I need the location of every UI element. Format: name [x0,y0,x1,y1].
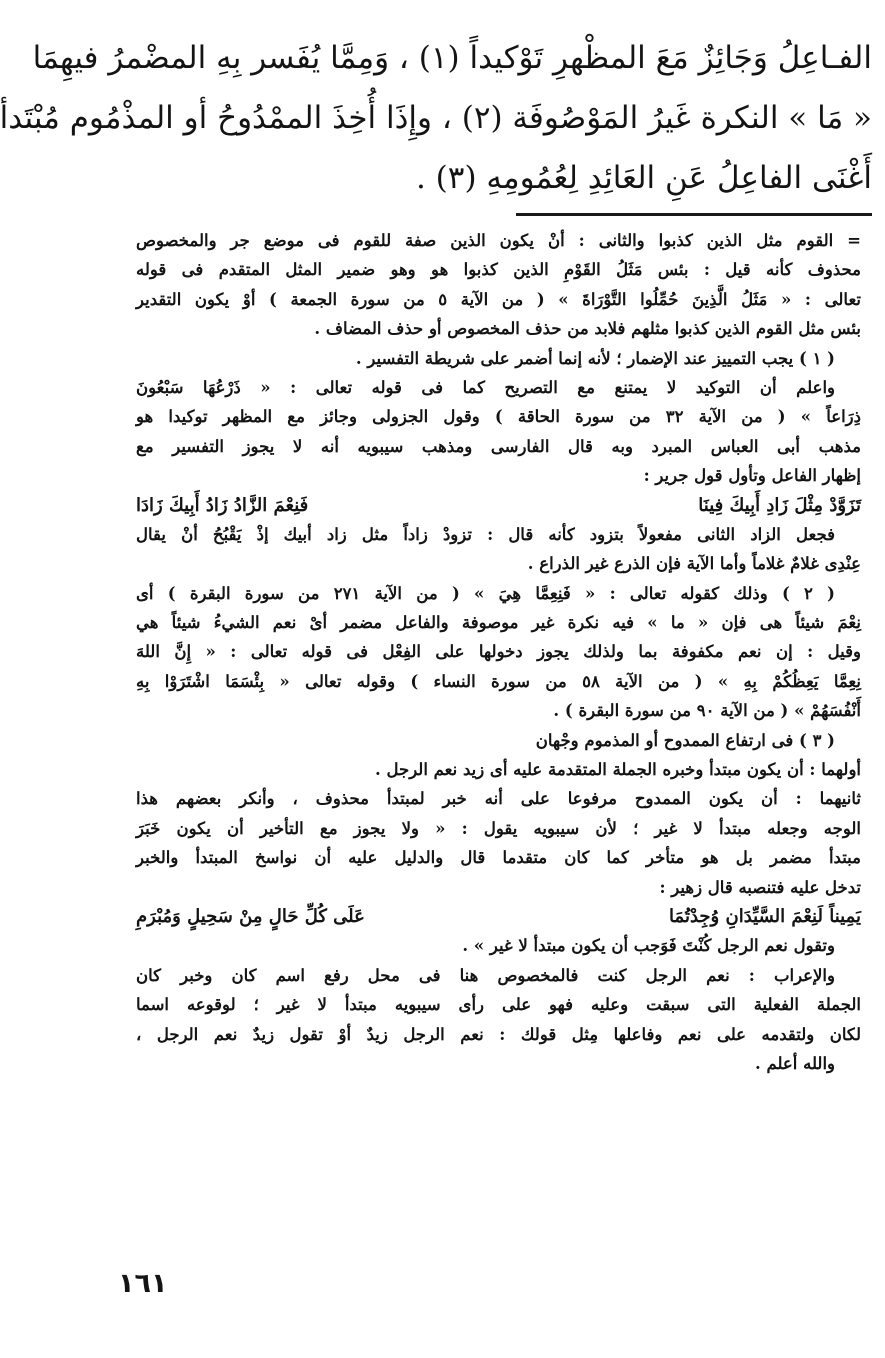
main-text [0,28,872,208]
footnote-line: مبتدأ مضمر بل هو متأخر كما كان متقدما قال والدليل عليه أن نواسخ المبتدأ والخبر [136,848,861,868]
footnote-line: إظهار الفاعل وتأول قول جرير : [643,466,861,486]
footnote-line: نِعْمَ شيئاً هى فإن « ما » فيه نكرة غير موصوفة والفاعل مضمر أىْ نعم الشيءُ شيئاً هي [136,613,861,633]
verse-second-hemistich: فَنِعْمَ الزَّادُ زَادُ أَبِيكَ زَادَا [136,494,309,516]
footnote-line: ذِرَاعاً » ( من الآية ٣٢ من سورة الحاقة ) وقول الجزولى وجائز مع المظهر توكيدا هو [136,407,861,427]
footnote-separator [516,213,872,216]
footnote-line: مذهب أبى العباس المبرد وبه قال الفارسى ومذهب سيبويه أنه لا يجوز التفسير مع [136,436,861,456]
main-text-line: « مَا » النكرة غَيرُ المَوْصُوفَة (٢) ، وإِذَا أُخِذَ الممْدُوحُ أو المذْمُوم مُبْتَدأ [0,100,872,136]
footnotes [136,226,861,1078]
footnote-line: محذوف كأنه قيل : بئس مَثَلُ القَوْمِ الذين كذبوا هو وهو ضمير المثل المتقدم فى قوله [136,260,861,280]
footnote-line: وقيل : إن نعم مكفوفة بما ولذلك يجوز دخولها على الفِعْل فى قوله تعالى : « إِنَّ اللهَ [136,642,861,662]
footnote-line: أَنْفُسَهُمْ » ( من الآية ٩٠ من سورة البقرة ) . [553,701,861,721]
footnote-line: الجملة الفعلية التى سبقت وعليه فهو على رأى سيبويه مبتدأ لا غير ؛ لوقوعه اسما [136,995,861,1015]
footnote-verse [136,491,861,520]
verse-second-hemistich: عَلَى كُلِّ حَالٍ مِنْ سَحِيلٍ وَمُبْرَمِ [136,905,365,927]
footnote-line: ثانيهما : أن يكون الممدوح مرفوعا على أنه خبر لمبتدأ محذوف ، وأنكر بعضهم هذا [136,789,861,809]
footnote-line: والإعراب : نعم الرجل كنت فالمخصوص هنا فى محل رفع اسم كان وخبر كان [136,965,835,985]
footnote-line: تعالى : « مَثَلُ الَّذِينَ حُمِّلُوا التَّوْرَاةَ » ( من الآية ٥ من سورة الجمعة ) أوْ يكون التقدير [136,289,861,309]
main-text-line: الفـاعِلُ وَجَائِزٌ مَعَ المظْهرِ تَوْكيداً (١) ، وَمِمَّا يُفَسر بِهِ المضْمرُ فيهِمَا [32,40,872,76]
footnote-line: لكان ولتقدمه على نعم وفاعلها مِثل قولك : نعم الرجل زيدٌ أوْ تقول زيدٌ نعم الرجل ، [136,1024,861,1044]
footnote-line: نِعِمَّا يَعِظُكُمْ بِهِ » ( من الآية ٥٨ من سورة النساء ) وقوله تعالى « بِئْسَمَا اشْتَرَوْا بِهِ [136,671,861,691]
footnote-line: = القوم مثل الذين كذبوا والثانى : أنْ يكون الذين صفة للقوم فى موضع جر والمخصوص [136,231,861,250]
footnote-line: ( ١ ) يجب التمييز عند الإضمار ؛ لأنه إنما أضمر على شريطة التفسير . [355,348,835,368]
verse-first-hemistich: يَمِيناً لَنِعْمَ السَّيِّدَانِ وُجِدْتُمَا [669,905,861,927]
footnote-line: واعلم أن التوكيد لا يمتنع مع التصريح كما فى قوله تعالى : « ذَرْعُهَا سَبْعُونَ [136,377,835,397]
footnote-line: بئس مثل القوم الذين كذبوا مثلهم فلابد من حذف المخصوص أو حذف المضاف . [314,319,861,339]
main-text-line: أَغْنَى الفاعِلُ عَنِ العَائِدِ لِعُمُومِهِ (٣) . [415,160,872,196]
footnote-line: والله أعلم . [755,1053,835,1073]
page-number: ١٦١ [118,1268,168,1299]
footnote-verse [136,902,861,931]
footnote-line: أولهما : أن يكون مبتدأ وخبره الجملة المتقدمة عليه أى زيد نعم الرجل . [375,760,861,780]
verse-first-hemistich: تَزَوَّدْ مِثْلَ زَادِ أَبِيكَ فِينَا [698,494,861,516]
footnote-line: عِنْدِى غلامٌ غلاماً وأما الآية فإن الذرع غير الذراع . [527,554,861,574]
footnote-line: تدخل عليه فتنصبه قال زهير : [659,877,861,897]
footnote-line: فجعل الزاد الثانى مفعولاً بتزود كأنه قال : تزودْ زاداً مثل زاد أبيك إذْ يَقْبُحُ أنْ يقال [136,524,835,544]
footnote-line: ( ٢ ) وذلك كقوله تعالى : « فَنِعِمَّا هِيَ » ( من الآية ٢٧١ من سورة البقرة ) أى [136,583,835,603]
footnote-line: وتقول نعم الرجل كُنْتَ فَوَجب أن يكون مبتدأ لا غير » . [462,936,835,956]
footnote-line: ( ٣ ) فى ارتفاع الممدوح أو المذموم وجْهان [535,730,835,750]
footnote-line: الوجه وجعله مبتدأ لا غير ؛ لأن سيبويه يقول : « ولا يجوز مع التأخير أن يكون خَبَرَ [136,818,861,838]
